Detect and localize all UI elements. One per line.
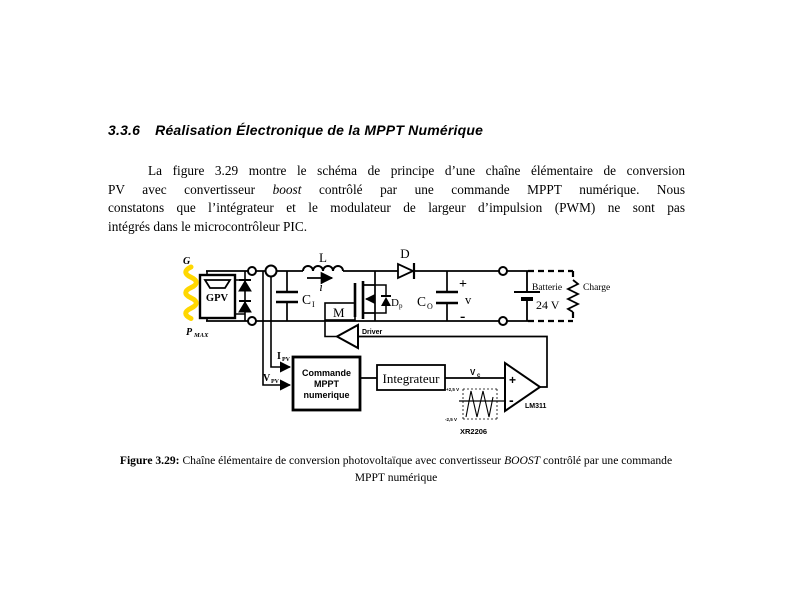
caption-line2: MPPT numérique xyxy=(354,471,438,484)
output-plus-label: + xyxy=(459,277,467,292)
italic-term: boost xyxy=(272,181,302,197)
gpv-label: GPV xyxy=(205,293,229,304)
wave-top-label: +2,5 V xyxy=(446,387,460,392)
section-title: Réalisation Électronique de la MPPT Numérique xyxy=(155,122,484,138)
boost-diode xyxy=(398,246,414,279)
inductor xyxy=(303,250,343,294)
mppt-command-block xyxy=(293,357,360,410)
output-minus-label: - xyxy=(460,308,466,325)
triangle-wave-generator xyxy=(445,387,505,436)
paragraph-line: PV avec convertisseur boost contrôlé par une commande MPPT numérique. Nous xyxy=(108,181,685,197)
integrator-label: Integrateur xyxy=(382,371,440,386)
section-number: 3.3.6 xyxy=(108,122,141,138)
vpv-label: V xyxy=(263,373,271,384)
inductor-label: L xyxy=(319,250,327,265)
mosfet xyxy=(325,271,403,321)
pv-generator xyxy=(200,271,245,321)
dp-label: D xyxy=(391,297,399,309)
command-label-line2: MPPT xyxy=(313,379,340,389)
load-resistor-icon xyxy=(568,280,578,312)
battery-load xyxy=(514,271,610,321)
co-subscript: O xyxy=(427,302,433,311)
comparator-chip-label: LM311 xyxy=(525,403,547,410)
comparator-minus-label: - xyxy=(509,392,514,408)
figure-caption xyxy=(96,452,696,486)
command-label-line1: Commande xyxy=(301,368,352,378)
load-label: Charge xyxy=(583,283,611,293)
paragraph-line: intégrés dans le microcontrôleur PIC. xyxy=(108,218,308,234)
ipv-subscript: PV xyxy=(282,357,290,363)
pmax-subscript: MAX xyxy=(194,332,209,339)
comparator xyxy=(505,363,547,411)
integrator-block xyxy=(360,365,505,390)
caption-line1: Figure 3.29: Chaîne élémentaire de conversion photovoltaïque avec convertisseur BOOST contrôlé par une commande xyxy=(119,454,673,467)
output-voltage-label: v xyxy=(465,293,472,307)
current-label: i xyxy=(319,279,323,294)
pmax-label: P xyxy=(186,327,193,338)
paragraph-line: constatons que l’intégrateur et le modulateur de largeur d’impulsion (PWM) ne sont pas xyxy=(108,200,685,216)
comparator-plus-label: + xyxy=(509,373,517,387)
paragraph-line: La figure 3.29 montre le schéma de principe d’une chaîne élémentaire de conversion xyxy=(148,163,685,178)
wave-bottom-label: -2,5 V xyxy=(445,417,458,422)
diode-d-label: D xyxy=(400,246,410,261)
co-label: C xyxy=(417,294,427,309)
dp-subscript: p xyxy=(399,302,403,310)
ipv-label: I xyxy=(277,351,281,362)
battery-label: Batterie xyxy=(532,283,563,293)
ci-label: C xyxy=(302,292,312,307)
caption-italic-term: BOOST xyxy=(504,454,541,467)
ci-subscript: I xyxy=(312,300,315,309)
driver-label: Driver xyxy=(362,329,383,336)
caption-figure-number: Figure 3.29: xyxy=(119,454,180,467)
vc-label: V xyxy=(470,368,476,377)
irradiance-label: G xyxy=(183,256,191,267)
wave-chip-label: XR2206 xyxy=(460,427,488,436)
mosfet-label: M xyxy=(333,305,345,320)
battery-voltage-label: 24 V xyxy=(536,298,560,312)
vpv-subscript: PV xyxy=(271,379,279,385)
output-capacitor xyxy=(417,271,472,325)
current-sensor-icon xyxy=(266,266,277,277)
vc-subscript: c xyxy=(477,373,481,379)
command-label-line3: numerique xyxy=(303,390,350,400)
